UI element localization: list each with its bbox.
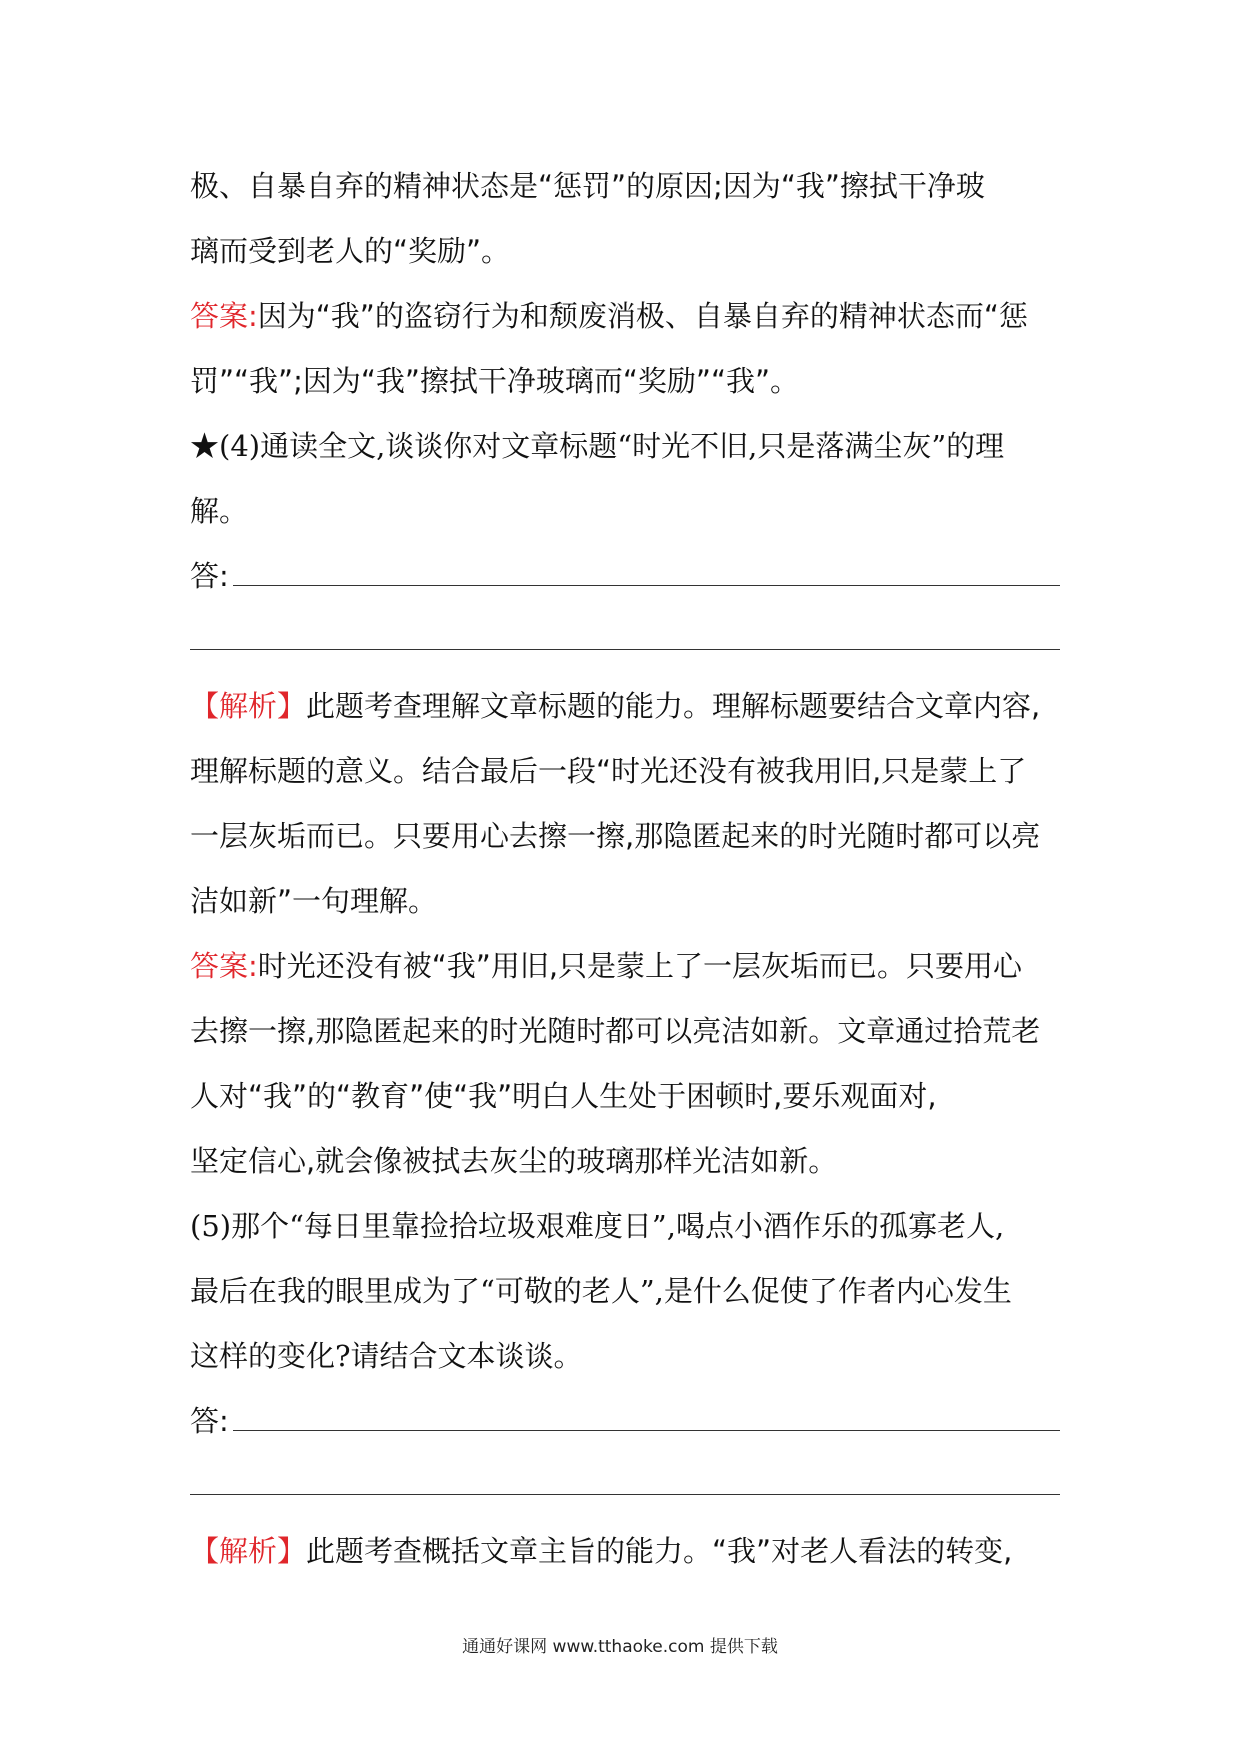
text-line [190, 219, 1060, 284]
block-text [190, 414, 1060, 544]
text-line [190, 1129, 1060, 1194]
text-line [190, 479, 1060, 544]
line-text: 人对“我”的“教育”使“我”明白人生处于困顿时,要乐观面对, [190, 1079, 937, 1113]
text-line [190, 739, 1060, 804]
line-text: 此题考查概括文章主旨的能力。“我”对老人看法的转变, [306, 1534, 1013, 1568]
line-text: 解。 [190, 494, 249, 528]
line-text: 时光还没有被“我”用旧,只是蒙上了一层灰垢而已。只要用心 [257, 949, 1023, 983]
answer-blank-row [190, 544, 1060, 609]
line-text: ★(4)通读全文,谈谈你对文章标题“时光不旧,只是落满尘灰”的理 [190, 429, 1005, 463]
text-line [190, 1259, 1060, 1324]
line-text: 洁如新”一句理解。 [190, 884, 438, 918]
block-analysis [190, 674, 1060, 934]
line-text: 理解标题的意义。结合最后一段“时光还没有被我用旧,只是蒙上了 [190, 754, 1027, 788]
block-answer [190, 284, 1060, 414]
text-line [190, 414, 1060, 479]
block-analysis [190, 1519, 1060, 1584]
text-line [190, 1194, 1060, 1259]
answer-blank-row [190, 1389, 1060, 1454]
text-line [190, 804, 1060, 869]
text-line [190, 934, 1060, 999]
block-text [190, 154, 1060, 284]
line-text: 极、自暴自弃的精神状态是“惩罚”的原因;因为“我”擦拭干净玻 [190, 169, 985, 203]
text-line [190, 284, 1060, 349]
line-text: 罚”“我”;因为“我”擦拭干净玻璃而“奖励”“我”。 [190, 364, 799, 398]
block-text [190, 1194, 1060, 1389]
line-text: 一层灰垢而已。只要用心去擦一擦,那隐匿起来的时光随时都可以亮 [190, 819, 1041, 853]
line-text: (5)那个“每日里靠捡拾垃圾艰难度日”,喝点小酒作乐的孤寡老人, [190, 1209, 1005, 1243]
line-text: 去擦一擦,那隐匿起来的时光随时都可以亮洁如新。文章通过拾荒老 [190, 1014, 1041, 1048]
text-line [190, 1519, 1060, 1584]
text-line [190, 1324, 1060, 1389]
answer-blank-line [190, 1494, 1060, 1495]
text-line [190, 999, 1060, 1064]
text-line [190, 349, 1060, 414]
block-answer [190, 934, 1060, 1194]
text-line [190, 674, 1060, 739]
page-footer: 通通好课网 www.tthaoke.com 提供下载 [462, 1637, 778, 1657]
answer-prompt-label: 答: [190, 1404, 229, 1438]
answer-blank-row [190, 609, 1060, 674]
answer-label: 答案: [190, 299, 258, 333]
line-text: 璃而受到老人的“奖励”。 [190, 234, 511, 268]
document-body [190, 154, 1060, 1584]
line-text: 这样的变化?请结合文本谈谈。 [190, 1339, 583, 1373]
answer-blank-line [233, 545, 1060, 586]
text-line [190, 154, 1060, 219]
text-line [190, 1064, 1060, 1129]
text-line [190, 869, 1060, 934]
block-blank [190, 1389, 1060, 1519]
line-text: 此题考查理解文章标题的能力。理解标题要结合文章内容, [306, 689, 1041, 723]
analysis-label: 【解析】 [190, 689, 307, 723]
analysis-label: 【解析】 [190, 1534, 307, 1568]
answer-blank-line [233, 1390, 1060, 1431]
answer-blank-row [190, 1454, 1060, 1519]
line-text: 坚定信心,就会像被拭去灰尘的玻璃那样光洁如新。 [190, 1144, 838, 1178]
line-text: 最后在我的眼里成为了“可敬的老人”,是什么促使了作者内心发生 [190, 1274, 1012, 1308]
line-text: 因为“我”的盗窃行为和颓废消极、自暴自弃的精神状态而“惩 [257, 299, 1028, 333]
block-blank [190, 544, 1060, 674]
answer-blank-line [190, 649, 1060, 650]
answer-label: 答案: [190, 949, 258, 983]
answer-prompt-label: 答: [190, 559, 229, 593]
